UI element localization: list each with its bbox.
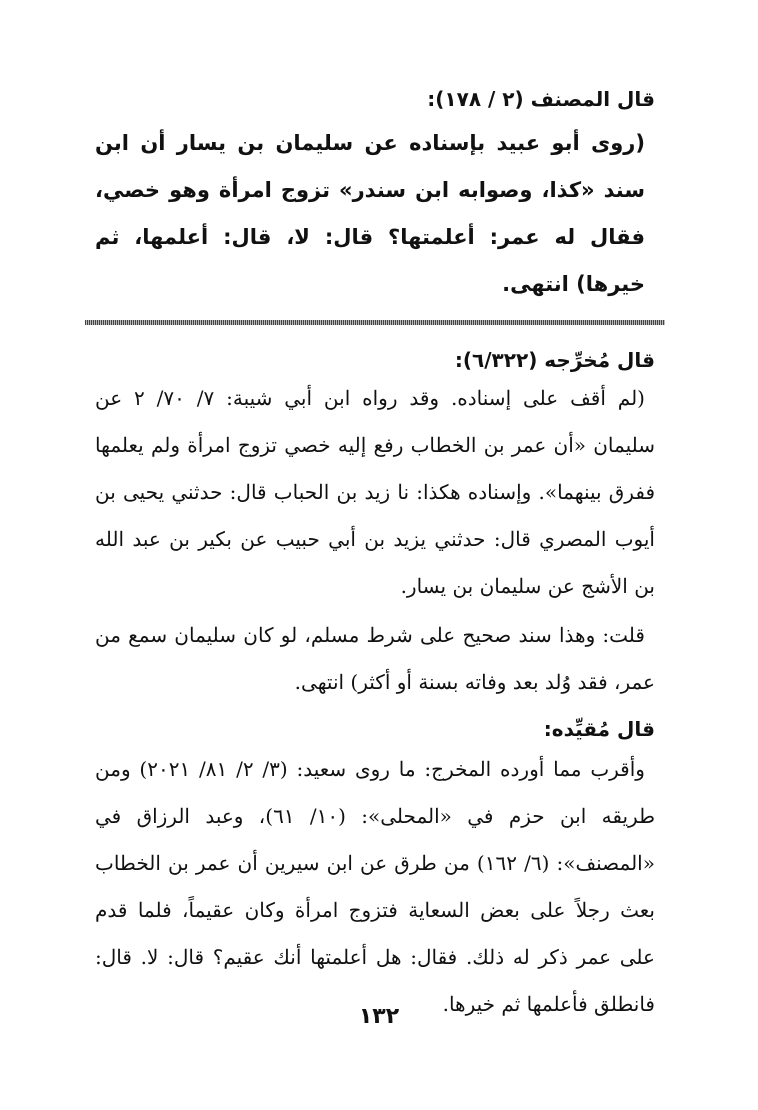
takhrij-comment-paragraph: قلت: وهذا سند صحيح على شرط مسلم، لو كان سليمان سمع من عمر، فقد وُلد بعد وفاته بسنة أو أكثر) انتهى. (95, 623, 655, 694)
page-number: ١٣٢ (358, 1004, 400, 1029)
section-heading-takhrij: قال مُخرِّجه (٦/٣٢٢): (454, 348, 655, 372)
section-heading-author: قال المصنف (٢ / ١٧٨): (427, 87, 655, 111)
page-content (95, 84, 655, 1028)
author-quote: (روى أبو عبيد بإسناده عن سليمان بن يسار أن ابن سند «كذا، وصوابه ابن سندر» تزوج امرأة وهو خصي، فقال له عمر: أعلمتها؟ قال: لا، قال: أعلمها، ثم خيرها) انتهى. (95, 131, 645, 296)
muqayyid-paragraph: وأقرب مما أورده المخرج: ما روى سعيد: (٣/ ٢/ ٨١/ ٢٠٢١) ومن طريقه ابن حزم في «المحلى»: (١٠/ ٦١)، وعبد الرزاق في «المصنف»: (٦/ ١٦٢) من طرق عن ابن سيرين أن عمر بن الخطاب بعث رجلاً على بعض السعاية فتزوج امرأة وكان عقيماً، فلما قدم على عمر ذكر له ذلك. فقال: هل أعلمتها أنك عقيم؟ قال: لا. قال: فانطلق فأعلمها ثم خيرها. (95, 757, 655, 1016)
section-heading-muqayyid: قال مُقيِّده: (543, 717, 655, 741)
separator-line (85, 320, 665, 325)
takhrij-paragraph: (لم أقف على إسناده. وقد رواه ابن أبي شيبة: ٧/ ٧٠/ ٢ عن سليمان «أن عمر بن الخطاب رفع إليه خصي تزوج امرأة ولم يعلمها ففرق بينهما». وإسناده هكذا: نا زيد بن الحباب قال: حدثني يحيى بن أيوب المصري قال: حدثني يزيد بن أبي حبيب عن بكير بن عبد الله بن الأشج عن سليمان بن يسار. (95, 386, 655, 598)
